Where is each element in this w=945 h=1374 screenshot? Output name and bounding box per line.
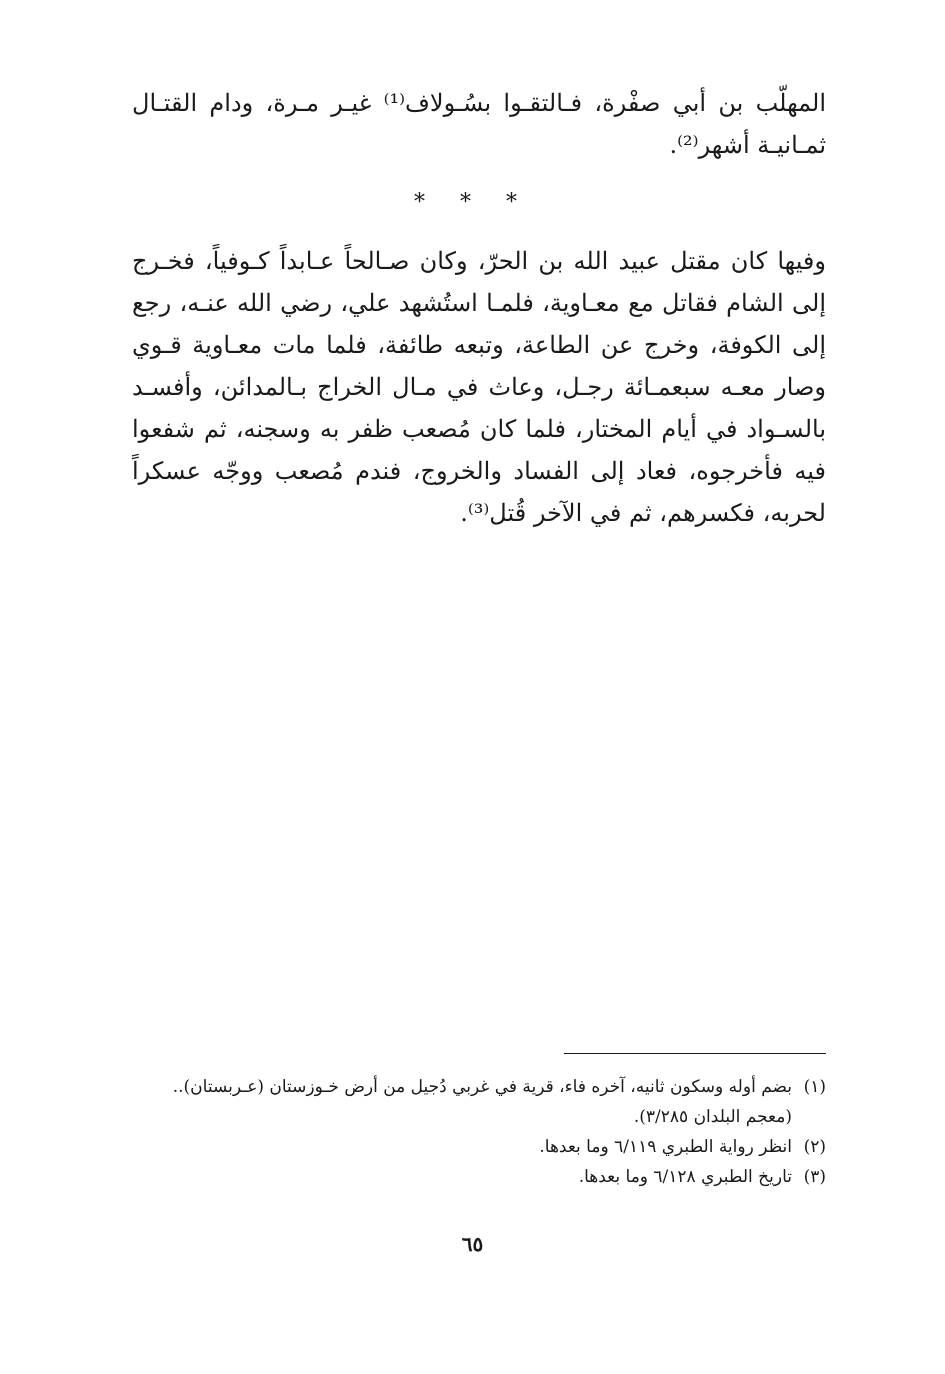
page-number: ٦٥ bbox=[461, 1232, 484, 1256]
section-separator: * * * bbox=[414, 190, 531, 215]
footnote-1 bbox=[132, 1072, 826, 1132]
footnote-number: (٣) bbox=[803, 1167, 826, 1187]
footnote-number: (٢) bbox=[803, 1137, 826, 1157]
paragraph-main: وفيها كان مقتل عبيد الله بن الحرّ، وكان صـالحاً عـابداً كـوفياً، فخـرج إلى الشام فقاتل مع معـاوية، فلمـا استُشهد علي، رضي الله عنـه، رجع إلى الكوفة، وخرج عن الطاعة، وتبعه طائفة، فلما مات معـاوية قـوي وصار معـه سبعمـائة رجـل، وعاث في مـال الخراج بـالمدائن، وأفسـد بالسـواد في أيام المختار، فلما كان مُصعب ظفر به وسجنه، ثم شفعوا فيه فأخرجوه، فعاد إلى الفساد والخروج، فندم مُصعب ووجّه عسكراً لحربه، فكسرهم، ثم في الآخر قُتل⁽³⁾. bbox=[132, 247, 826, 527]
footnote-2 bbox=[132, 1132, 826, 1162]
footnote-number: (١) bbox=[803, 1077, 826, 1097]
paragraph-continuation: المهلّب بن أبي صفْرة، فـالتقـوا بسُـولاف⁽¹⁾ غيـر مـرة، ودام القتـال ثمـانيـة أشهر⁽²⁾. bbox=[132, 89, 827, 159]
footnote-text: انظر رواية الطبري ٦/١١٩ وما بعدها. bbox=[539, 1137, 792, 1157]
footnotes bbox=[132, 1072, 826, 1192]
footnote-rule bbox=[564, 1053, 826, 1054]
footnote-text: بضم أوله وسكون ثانيه، آخره فاء، قرية في غربي دُجيل من أرض خـوزستان (عـربستان).. (معجم البلدان ٣/٢٨٥). bbox=[172, 1077, 792, 1127]
footnote-3 bbox=[132, 1162, 826, 1192]
footnote-text: تاريخ الطبري ٦/١٢٨ وما بعدها. bbox=[578, 1167, 792, 1187]
